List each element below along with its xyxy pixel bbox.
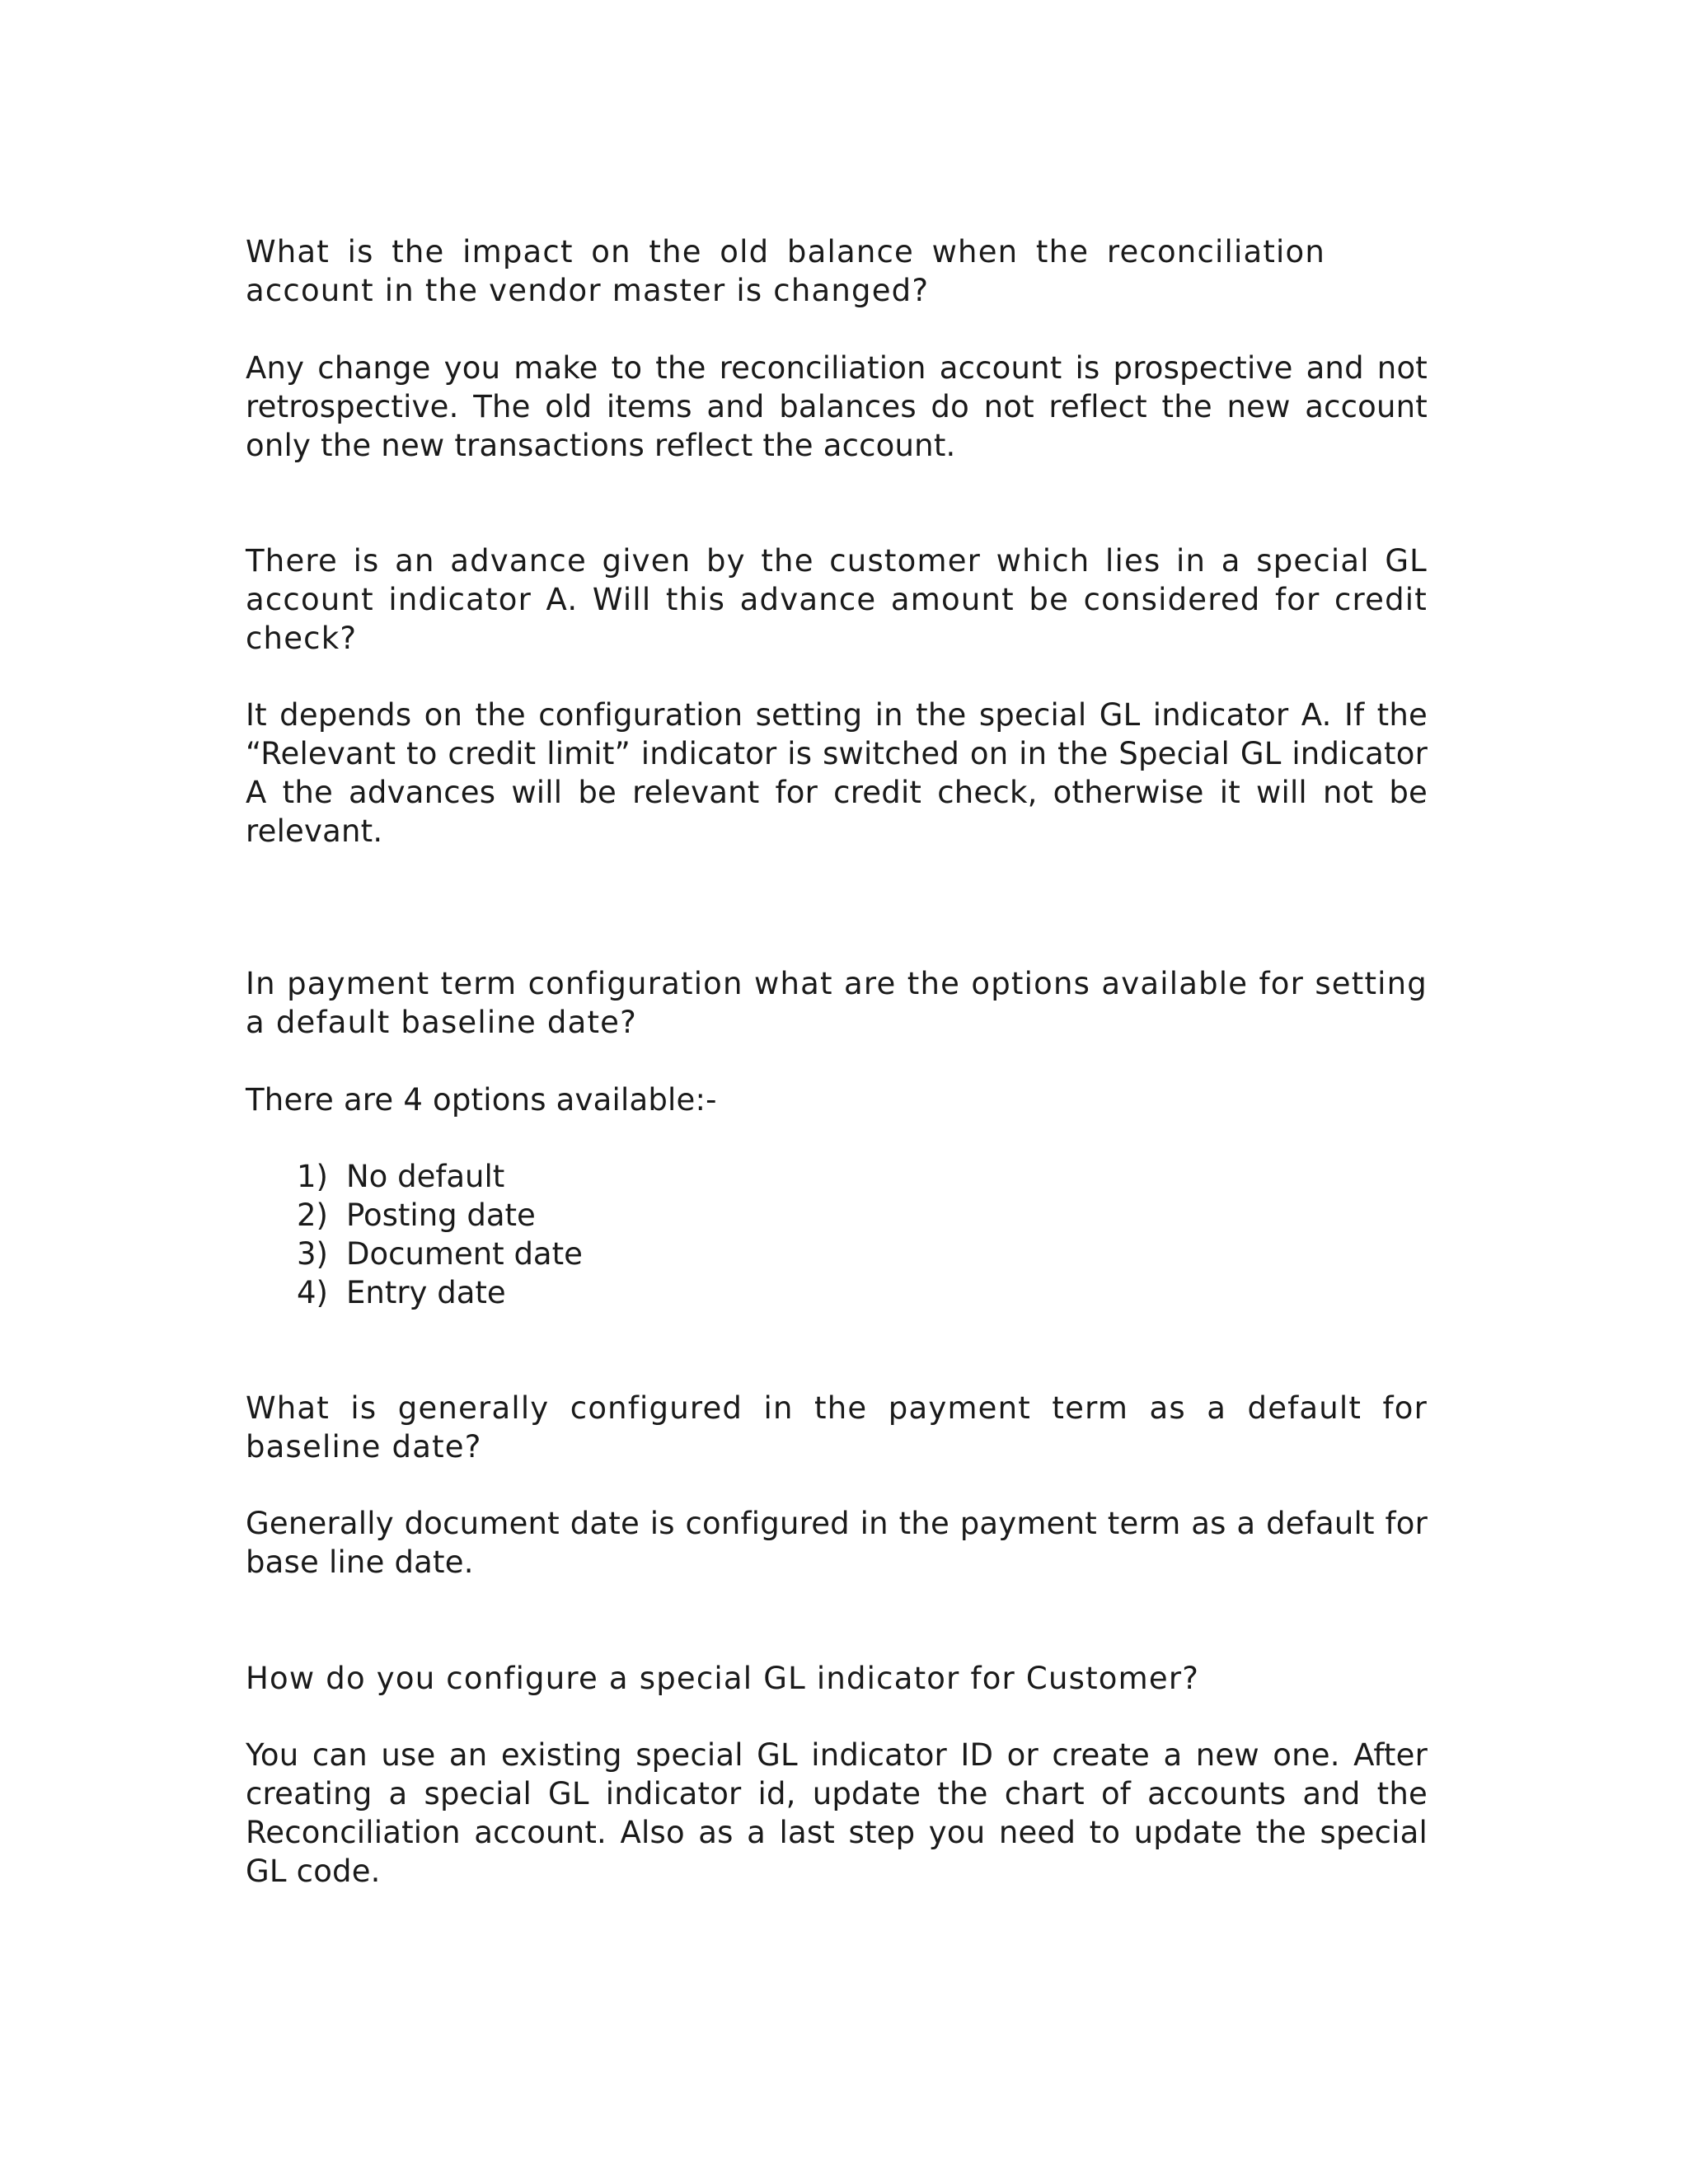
question-3: In payment term configuration what are the options available for setting a default baseline date?: [246, 966, 1428, 1040]
list-item: [246, 1273, 1428, 1312]
list-item-text: No default: [346, 1159, 505, 1194]
list-item: [246, 1157, 1428, 1196]
question-4: What is generally configured in the payment term as a default for baseline date?: [246, 1390, 1428, 1465]
question-1: What is the impact on the old balance when the reconciliation account in the vendor master is changed?: [246, 234, 1325, 308]
question-2: There is an advance given by the customer which lies in a special GL account indicator A. Will this advance amount be considered for credit check?: [246, 543, 1428, 656]
baseline-date-options-list: [246, 1157, 1428, 1312]
answer-5: You can use an existing special GL indicator ID or create a new one. After creating a special GL indicator id, update the chart of accounts and the Reconciliation account. Also as a last step you need to update the special GL code.: [246, 1737, 1428, 1889]
answer-1: Any change you make to the reconciliation account is prospective and not retrospective. The old items and balances do not reflect the new account only the new transactions reflect the account.: [246, 350, 1428, 463]
list-item: [246, 1196, 1428, 1235]
answer-4: Generally document date is configured in the payment term as a default for base line date.: [246, 1506, 1428, 1580]
list-item-text: Document date: [346, 1236, 583, 1272]
list-item-number: 3): [297, 1236, 328, 1272]
list-item-number: 1): [297, 1159, 328, 1194]
list-item-number: 4): [297, 1275, 328, 1310]
answer-2: It depends on the configuration setting in the special GL indicator A. If the “Relevant to credit limit” indicator is switched on in the Special GL indicator A the advances will be relevant for credit check, otherwise it will not be relevant.: [246, 697, 1428, 849]
list-item-number: 2): [297, 1197, 328, 1233]
question-5: How do you configure a special GL indicator for Customer?: [246, 1661, 1200, 1696]
answer-3: There are 4 options available:-: [246, 1082, 717, 1118]
list-item-text: Entry date: [346, 1275, 506, 1310]
list-item-text: Posting date: [346, 1197, 536, 1233]
list-item: [246, 1235, 1428, 1273]
